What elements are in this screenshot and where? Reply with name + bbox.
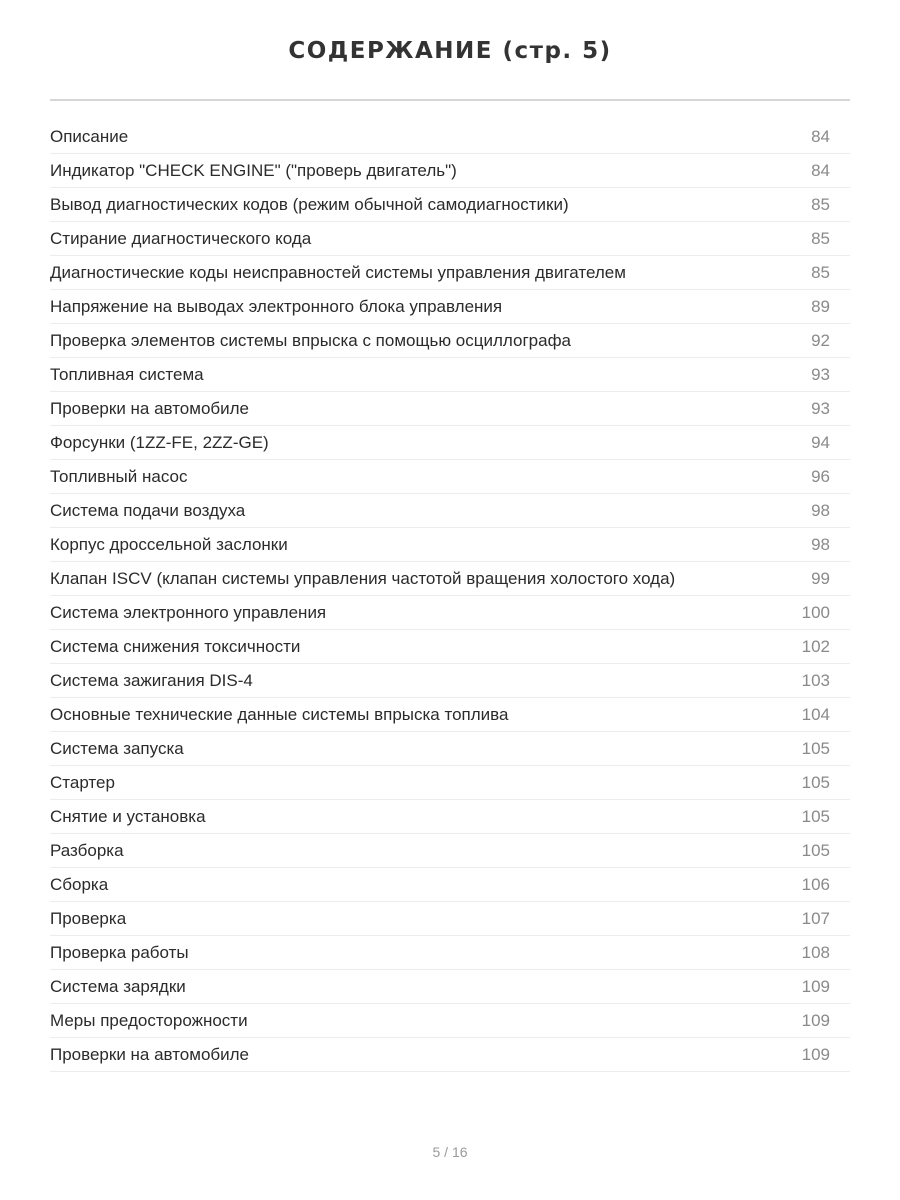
toc-entry-label: Система зажигания DIS-4 [50, 670, 253, 690]
toc-entry-label: Корпус дроссельной заслонки [50, 534, 288, 554]
toc-entry-label: Напряжение на выводах электронного блока управления [50, 296, 503, 316]
toc-entry-label: Форсунки (1ZZ-FE, 2ZZ-GE) [50, 432, 269, 452]
toc-entry[interactable] [50, 290, 850, 324]
toc-entry[interactable] [50, 902, 850, 936]
toc-entry-page: 107 [801, 908, 830, 928]
toc-entry[interactable] [50, 562, 850, 596]
toc-entry-label: Топливный насос [50, 466, 188, 486]
toc-entry-label: Индикатор "CHECK ENGINE" ("проверь двигатель") [50, 160, 457, 180]
toc-entry-page: 89 [811, 296, 830, 316]
toc-entry-page: 105 [801, 840, 830, 860]
toc-entry-page: 92 [811, 330, 830, 350]
toc-entry[interactable] [50, 120, 850, 154]
toc-entry[interactable] [50, 596, 850, 630]
toc-entry-page: 93 [811, 364, 830, 384]
toc-entry-label: Проверка элементов системы впрыска с помощью осциллографа [50, 330, 572, 350]
toc-entry-label: Разборка [50, 840, 124, 860]
toc-entry-label: Проверки на автомобиле [50, 1044, 250, 1064]
toc-entry-page: 109 [801, 976, 830, 996]
toc-entry[interactable] [50, 358, 850, 392]
toc-entry-page: 98 [811, 500, 830, 520]
toc-entry-label: Клапан ISCV (клапан системы управления частотой вращения холостого хода) [50, 568, 676, 588]
toc-entry-page: 96 [811, 466, 830, 486]
toc-entry[interactable] [50, 1038, 850, 1072]
toc-entry[interactable] [50, 698, 850, 732]
toc-entry-label: Проверки на автомобиле [50, 398, 250, 418]
toc-entry-page: 94 [811, 432, 830, 452]
toc-entry[interactable] [50, 766, 850, 800]
toc-entry[interactable] [50, 426, 850, 460]
toc-entry-label: Описание [50, 126, 129, 146]
toc-entry-label: Система запуска [50, 738, 184, 758]
toc-entry-page: 98 [811, 534, 830, 554]
toc-entry-label: Проверка [50, 908, 127, 928]
toc-entry-page: 103 [801, 670, 830, 690]
toc-entry-page: 85 [811, 228, 830, 248]
toc-entry-label: Вывод диагностических кодов (режим обычной самодиагностики) [50, 194, 569, 214]
toc-entry[interactable] [50, 528, 850, 562]
toc-entry-page: 85 [811, 262, 830, 282]
toc-entry-label: Система зарядки [50, 976, 186, 996]
toc-entry-label: Основные технические данные системы впрыска топлива [50, 704, 509, 724]
toc-entry-page: 106 [801, 874, 830, 894]
toc-entry[interactable] [50, 154, 850, 188]
toc-entry-label: Система электронного управления [50, 602, 327, 622]
page-indicator: 5 / 16 [432, 1144, 468, 1160]
toc-entry-page: 109 [801, 1010, 830, 1030]
toc-entry[interactable] [50, 936, 850, 970]
toc-entry-page: 93 [811, 398, 830, 418]
toc-entry-page: 84 [811, 126, 830, 146]
toc-entry-label: Меры предосторожности [50, 1010, 248, 1030]
toc-entry[interactable] [50, 1004, 850, 1038]
toc-entry-page: 105 [801, 772, 830, 792]
toc-entry-label: Система подачи воздуха [50, 500, 246, 520]
toc-entry-label: Сборка [50, 874, 109, 894]
toc-entry-label: Топливная система [50, 364, 204, 384]
toc-entry[interactable] [50, 222, 850, 256]
toc-entry-label: Проверка работы [50, 942, 189, 962]
toc-entry-page: 109 [801, 1044, 830, 1064]
toc-entry[interactable] [50, 392, 850, 426]
toc-entry[interactable] [50, 834, 850, 868]
toc-entry-label: Система снижения токсичности [50, 636, 301, 656]
toc-entry[interactable] [50, 256, 850, 290]
toc-entry[interactable] [50, 732, 850, 766]
toc-entry[interactable] [50, 970, 850, 1004]
toc-entry[interactable] [50, 324, 850, 358]
toc-entry-page: 99 [811, 568, 830, 588]
toc-entry-page: 105 [801, 738, 830, 758]
toc-entry-label: Стирание диагностического кода [50, 228, 312, 248]
toc-entry-label: Снятие и установка [50, 806, 206, 826]
toc-entry-label: Диагностические коды неисправностей системы управления двигателем [50, 262, 626, 282]
toc-entry[interactable] [50, 460, 850, 494]
toc-entry-page: 100 [801, 602, 830, 622]
toc-entry[interactable] [50, 800, 850, 834]
toc-entry[interactable] [50, 664, 850, 698]
toc-entry[interactable] [50, 630, 850, 664]
toc-entry-page: 105 [801, 806, 830, 826]
toc-entry[interactable] [50, 188, 850, 222]
toc-entry-label: Стартер [50, 772, 115, 792]
toc-entry[interactable] [50, 868, 850, 902]
toc-entry-page: 102 [801, 636, 830, 656]
toc-entry-page: 108 [801, 942, 830, 962]
toc-entry[interactable] [50, 494, 850, 528]
page-title: СОДЕРЖАНИЕ (стр. 5) [288, 38, 612, 64]
toc-entry-page: 84 [811, 160, 830, 180]
toc-entry-page: 104 [801, 704, 830, 724]
toc-list [50, 120, 850, 1072]
toc-entry-page: 85 [811, 194, 830, 214]
title-divider [50, 99, 850, 101]
